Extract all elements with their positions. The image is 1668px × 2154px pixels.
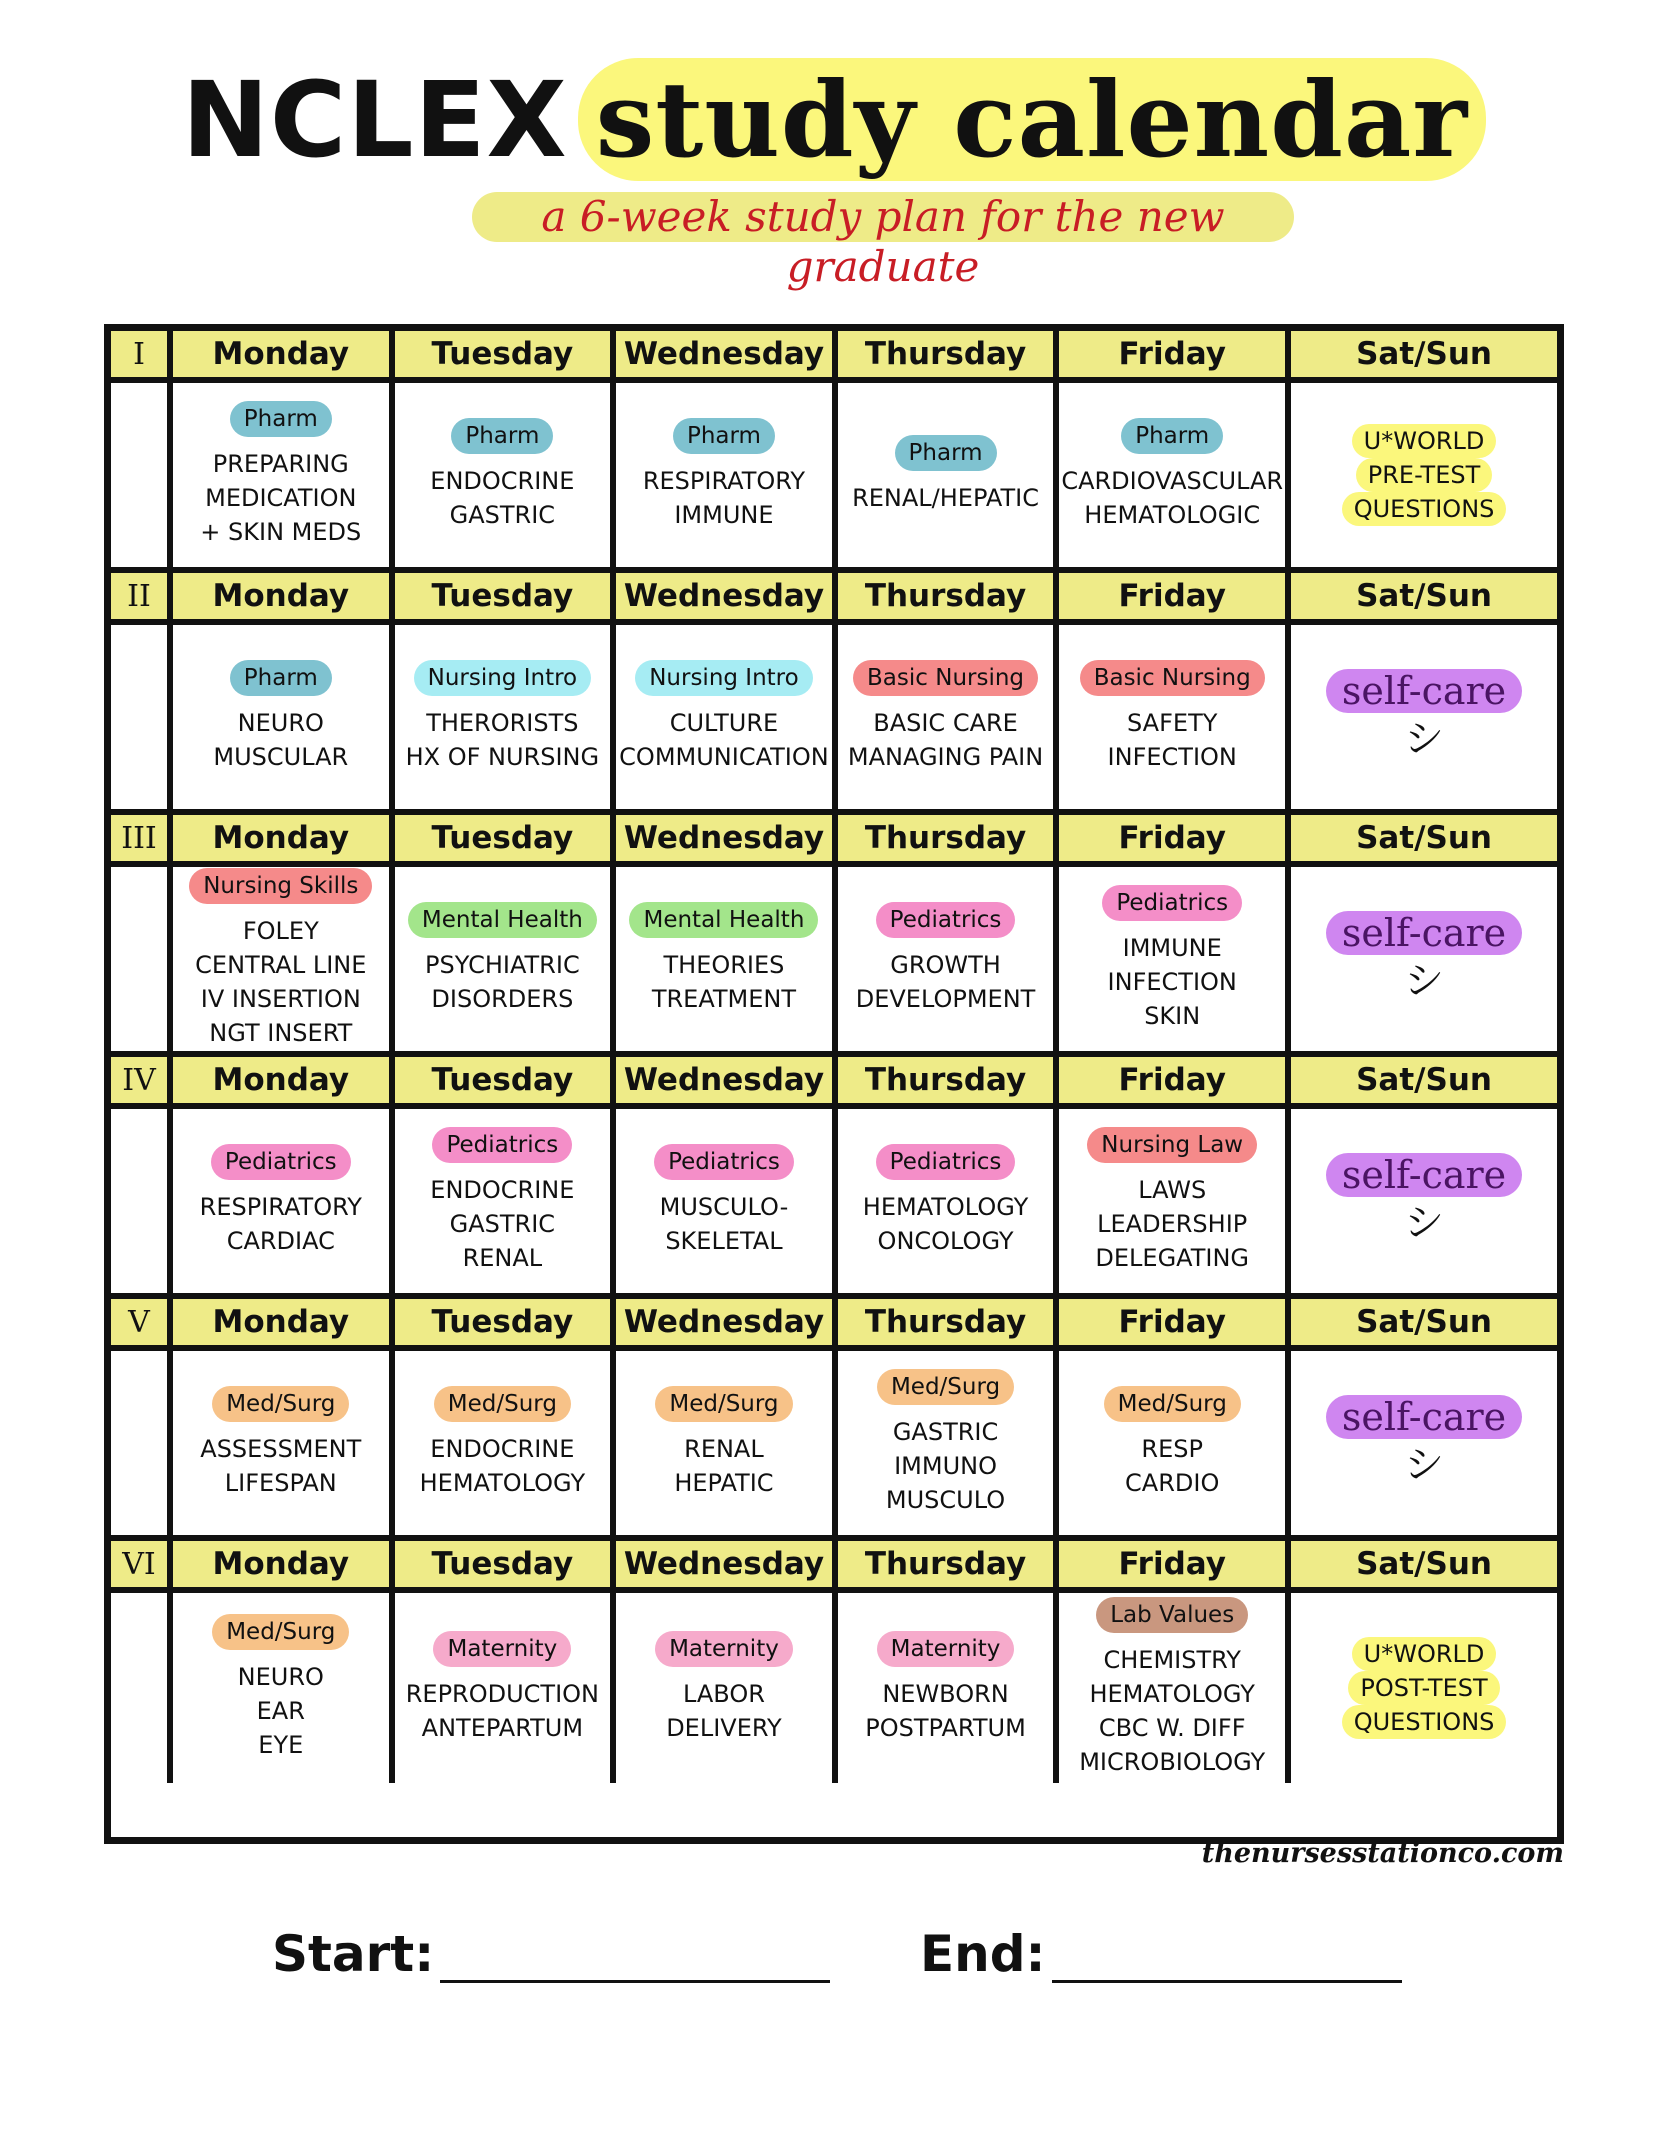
topic-list — [848, 706, 1043, 774]
topic-item: MICROBIOLOGY — [1079, 1748, 1266, 1776]
subject-tag: Pediatrics — [1102, 885, 1242, 921]
topic-item: PREPARING — [212, 450, 349, 478]
subject-tag: Maternity — [433, 1631, 571, 1667]
day-header: Sat/Sun — [1291, 1299, 1557, 1351]
day-header: Monday — [173, 1057, 395, 1109]
topic-list — [852, 481, 1039, 515]
day-cell — [395, 625, 617, 815]
topic-list — [406, 706, 600, 774]
day-header: Wednesday — [616, 1057, 838, 1109]
uworld-line: POST-TEST — [1348, 1671, 1499, 1705]
uworld-questions — [1342, 1637, 1507, 1739]
topic-item: ENDOCRINE — [430, 1435, 575, 1463]
topic-item: RENAL — [462, 1244, 543, 1272]
topic-item: GASTRIC — [449, 501, 556, 529]
day-header: Wednesday — [616, 815, 838, 867]
topic-item: HEMATOLOGY — [862, 1193, 1029, 1221]
day-cell — [1059, 1109, 1291, 1299]
day-header: Friday — [1059, 1299, 1291, 1351]
topic-item: DELIVERY — [666, 1714, 782, 1742]
uworld-line: PRE-TEST — [1356, 458, 1493, 492]
topic-item: CHEMISTRY — [1103, 1646, 1241, 1674]
day-header: Sat/Sun — [1291, 331, 1557, 383]
end-field[interactable] — [920, 1925, 1402, 1983]
topic-list — [1061, 464, 1283, 532]
subject-tag: Med/Surg — [877, 1369, 1014, 1405]
topic-list — [863, 1190, 1029, 1258]
uworld-line: U*WORLD — [1352, 424, 1497, 458]
topic-item: DEVELOPMENT — [855, 985, 1036, 1013]
smile-icon: シ — [1404, 716, 1445, 762]
topic-item: IMMUNO — [894, 1452, 997, 1480]
topic-item: SKELETAL — [665, 1227, 783, 1255]
subject-tag: Maternity — [877, 1631, 1015, 1667]
topic-item: RESP — [1141, 1435, 1203, 1463]
topic-list — [886, 1415, 1005, 1517]
day-cell — [395, 1109, 617, 1299]
topic-item: LAWS — [1138, 1176, 1207, 1204]
study-calendar-grid — [104, 324, 1564, 1844]
topic-list — [1125, 1432, 1219, 1500]
day-cell — [838, 1351, 1060, 1541]
week-number: I — [111, 331, 173, 383]
weekend-cell — [1291, 1351, 1557, 1541]
smile-icon: シ — [1404, 958, 1445, 1004]
day-cell — [1059, 1351, 1291, 1541]
smile-icon: シ — [1404, 1442, 1445, 1488]
subject-tag: Nursing Law — [1087, 1127, 1257, 1163]
day-cell — [616, 383, 838, 573]
topic-item: HEMATOLOGY — [1089, 1680, 1255, 1708]
subject-tag: Basic Nursing — [1080, 660, 1265, 696]
topic-item: MEDICATION — [205, 484, 357, 512]
topic-list — [200, 447, 361, 549]
day-cell — [173, 1593, 395, 1783]
topic-item: BASIC CARE — [873, 709, 1018, 737]
topic-list — [660, 1190, 789, 1258]
topic-item: POSTPARTUM — [865, 1714, 1026, 1742]
day-cell — [838, 1109, 1060, 1299]
subject-tag: Pharm — [451, 418, 553, 454]
topic-item: HEMATOLOGY — [419, 1469, 586, 1497]
uworld-line: U*WORLD — [1352, 1637, 1497, 1671]
end-label: End: — [920, 1925, 1046, 1983]
day-header: Monday — [173, 1299, 395, 1351]
day-header: Friday — [1059, 815, 1291, 867]
day-header: Tuesday — [395, 331, 617, 383]
week-side-cell — [111, 383, 173, 573]
day-header: Wednesday — [616, 331, 838, 383]
day-cell — [616, 625, 838, 815]
topic-item: ASSESSMENT — [200, 1435, 362, 1463]
day-cell — [838, 383, 1060, 573]
topic-item: TREATMENT — [651, 985, 797, 1013]
topic-list — [666, 1677, 781, 1745]
week-side-cell — [111, 1593, 173, 1783]
topic-item: THERORISTS — [426, 709, 579, 737]
topic-item: FOLEY — [242, 917, 319, 945]
topic-item: HX OF NURSING — [405, 743, 600, 771]
day-header: Thursday — [838, 331, 1060, 383]
day-cell — [616, 867, 838, 1057]
topic-item: MUSCULO — [885, 1486, 1006, 1514]
subject-tag: Pediatrics — [432, 1127, 572, 1163]
title-highlight: study calendar — [578, 58, 1486, 181]
subject-tag: Basic Nursing — [853, 660, 1038, 696]
day-cell — [173, 383, 395, 573]
day-cell — [173, 1109, 395, 1299]
day-cell — [395, 383, 617, 573]
week-number: V — [111, 1299, 173, 1351]
start-label: Start: — [272, 1925, 435, 1983]
subject-tag: Pediatrics — [211, 1144, 351, 1180]
day-cell — [1059, 867, 1291, 1057]
day-cell — [838, 867, 1060, 1057]
subject-tag: Med/Surg — [212, 1386, 349, 1422]
topic-list — [652, 948, 796, 1016]
week-side-cell — [111, 625, 173, 815]
subject-tag: Pharm — [1121, 418, 1223, 454]
day-header: Monday — [173, 331, 395, 383]
subject-tag: Pharm — [230, 401, 332, 437]
weekend-cell — [1291, 1593, 1557, 1783]
topic-item: CBC W. DIFF — [1098, 1714, 1246, 1742]
topic-item: GASTRIC — [449, 1210, 556, 1238]
subject-tag: Med/Surg — [212, 1614, 349, 1650]
day-cell — [1059, 1593, 1291, 1783]
subject-tag: Pediatrics — [654, 1144, 794, 1180]
topic-item: IMMUNE — [1122, 934, 1222, 962]
start-blank-line[interactable] — [440, 1934, 830, 1983]
subject-tag: Pharm — [230, 660, 332, 696]
topic-item: CULTURE — [669, 709, 779, 737]
topic-list — [430, 464, 574, 532]
topic-item: GROWTH — [890, 951, 1001, 979]
topic-list — [420, 1432, 586, 1500]
topic-list — [200, 1432, 361, 1500]
start-field[interactable] — [272, 1925, 830, 1983]
self-care-label: self-care — [1326, 911, 1522, 955]
subject-tag: Pediatrics — [876, 1144, 1016, 1180]
topic-item: IMMUNE — [674, 501, 774, 529]
day-header: Thursday — [838, 573, 1060, 625]
topic-list — [1079, 1643, 1265, 1779]
topic-item: COMMUNICATION — [619, 743, 829, 771]
subtitle: a 6-week study plan for the new graduate — [472, 192, 1294, 242]
topic-item: RENAL/HEPATIC — [852, 484, 1039, 512]
subject-tag: Pharm — [895, 435, 997, 471]
week-side-cell — [111, 1109, 173, 1299]
day-header: Monday — [173, 573, 395, 625]
subject-tag: Maternity — [655, 1631, 793, 1667]
topic-item: INFECTION — [1107, 743, 1237, 771]
topic-item: MUSCULO- — [659, 1193, 789, 1221]
topic-item: MANAGING PAIN — [847, 743, 1044, 771]
day-header: Friday — [1059, 573, 1291, 625]
topic-list — [1108, 931, 1237, 1033]
smile-icon: シ — [1404, 1200, 1445, 1246]
topic-item: ONCOLOGY — [877, 1227, 1014, 1255]
subject-tag: Nursing Intro — [414, 660, 592, 696]
self-care — [1326, 669, 1522, 765]
week-number: III — [111, 815, 173, 867]
day-header: Tuesday — [395, 1541, 617, 1593]
topic-item: NEWBORN — [882, 1680, 1009, 1708]
weekend-cell — [1291, 625, 1557, 815]
topic-item: ENDOCRINE — [430, 467, 575, 495]
topic-list — [1095, 1173, 1249, 1275]
day-header: Friday — [1059, 1541, 1291, 1593]
topic-item: CENTRAL LINE — [195, 951, 367, 979]
week-number: VI — [111, 1541, 173, 1593]
topic-item: NEURO — [237, 709, 324, 737]
subject-tag: Nursing Intro — [635, 660, 813, 696]
topic-item: EAR — [256, 1697, 305, 1725]
day-header: Tuesday — [395, 573, 617, 625]
topic-item: MUSCULAR — [213, 743, 349, 771]
subject-tag: Lab Values — [1096, 1597, 1248, 1633]
topic-item: GASTRIC — [892, 1418, 999, 1446]
self-care — [1326, 1395, 1522, 1491]
website-credit: thenursesstationco.com — [1201, 1838, 1564, 1869]
subject-tag: Med/Surg — [434, 1386, 571, 1422]
day-header: Thursday — [838, 1057, 1060, 1109]
day-header: Thursday — [838, 1541, 1060, 1593]
end-blank-line[interactable] — [1052, 1934, 1402, 1983]
day-cell — [1059, 625, 1291, 815]
self-care-label: self-care — [1326, 669, 1522, 713]
topic-item: NEURO — [237, 1663, 324, 1691]
self-care — [1326, 911, 1522, 1007]
topic-item: SKIN — [1144, 1002, 1201, 1030]
day-header: Monday — [173, 1541, 395, 1593]
topic-item: LIFESPAN — [224, 1469, 337, 1497]
uworld-line: QUESTIONS — [1342, 1705, 1507, 1739]
topic-list — [406, 1677, 599, 1745]
day-header: Tuesday — [395, 815, 617, 867]
self-care — [1326, 1153, 1522, 1249]
week-number: II — [111, 573, 173, 625]
topic-item: NGT INSERT — [209, 1019, 353, 1047]
day-cell — [173, 1351, 395, 1541]
weekend-cell — [1291, 867, 1557, 1057]
self-care-label: self-care — [1326, 1395, 1522, 1439]
week-side-cell — [111, 1351, 173, 1541]
page-title — [0, 60, 1668, 180]
day-cell — [616, 1351, 838, 1541]
topic-item: + SKIN MEDS — [200, 518, 362, 546]
topic-list — [195, 914, 366, 1050]
day-cell — [616, 1109, 838, 1299]
day-header: Friday — [1059, 1057, 1291, 1109]
topic-item: HEPATIC — [674, 1469, 774, 1497]
topic-item: EYE — [258, 1731, 304, 1759]
day-cell — [616, 1593, 838, 1783]
topic-item: THEORIES — [663, 951, 785, 979]
topic-item: RESPIRATORY — [199, 1193, 362, 1221]
day-header: Tuesday — [395, 1299, 617, 1351]
week-side-cell — [111, 867, 173, 1057]
day-cell — [395, 1593, 617, 1783]
day-header: Sat/Sun — [1291, 573, 1557, 625]
topic-list — [238, 1660, 324, 1762]
topic-item: ENDOCRINE — [430, 1176, 575, 1204]
subject-tag: Mental Health — [408, 902, 597, 938]
topic-list — [674, 1432, 773, 1500]
topic-list — [213, 706, 348, 774]
topic-list — [430, 1173, 574, 1275]
topic-item: CARDIOVASCULAR — [1061, 467, 1284, 495]
day-cell — [395, 1351, 617, 1541]
day-header: Tuesday — [395, 1057, 617, 1109]
topic-list — [425, 948, 580, 1016]
topic-item: ANTEPARTUM — [421, 1714, 584, 1742]
day-header: Thursday — [838, 1299, 1060, 1351]
day-header: Sat/Sun — [1291, 1057, 1557, 1109]
day-header: Thursday — [838, 815, 1060, 867]
topic-list — [856, 948, 1036, 1016]
day-cell — [838, 625, 1060, 815]
subject-tag: Mental Health — [629, 902, 818, 938]
day-cell — [395, 867, 617, 1057]
weekend-cell — [1291, 1109, 1557, 1299]
day-cell — [1059, 383, 1291, 573]
day-header: Sat/Sun — [1291, 1541, 1557, 1593]
day-header: Monday — [173, 815, 395, 867]
topic-item: PSYCHIATRIC — [425, 951, 580, 979]
topic-item: INFECTION — [1107, 968, 1237, 996]
self-care-label: self-care — [1326, 1153, 1522, 1197]
day-cell — [173, 867, 395, 1057]
subject-tag: Nursing Skills — [189, 868, 372, 904]
topic-item: LEADERSHIP — [1097, 1210, 1248, 1238]
day-cell — [838, 1593, 1060, 1783]
topic-item: LABOR — [682, 1680, 765, 1708]
topic-item: REPRODUCTION — [405, 1680, 599, 1708]
topic-item: HEMATOLOGIC — [1084, 501, 1261, 529]
weekend-cell — [1291, 383, 1557, 573]
topic-item: SAFETY — [1127, 709, 1218, 737]
week-number: IV — [111, 1057, 173, 1109]
day-header: Wednesday — [616, 1541, 838, 1593]
topic-item: RESPIRATORY — [642, 467, 806, 495]
topic-list — [643, 464, 805, 532]
subject-tag: Pediatrics — [876, 902, 1016, 938]
day-header: Wednesday — [616, 573, 838, 625]
day-header: Sat/Sun — [1291, 815, 1557, 867]
topic-list — [200, 1190, 362, 1258]
topic-item: CARDIAC — [226, 1227, 335, 1255]
day-cell — [173, 625, 395, 815]
topic-list — [619, 706, 829, 774]
day-header: Friday — [1059, 331, 1291, 383]
topic-list — [865, 1677, 1025, 1745]
subject-tag: Med/Surg — [655, 1386, 792, 1422]
subject-tag: Med/Surg — [1104, 1386, 1241, 1422]
uworld-line: QUESTIONS — [1342, 492, 1507, 526]
title-nclex: NCLEX — [181, 59, 568, 181]
topic-item: RENAL — [684, 1435, 764, 1463]
topic-item: IV INSERTION — [200, 985, 361, 1013]
subject-tag: Pharm — [673, 418, 775, 454]
uworld-questions — [1342, 424, 1507, 526]
topic-item: DISORDERS — [431, 985, 574, 1013]
topic-item: DELEGATING — [1095, 1244, 1250, 1272]
day-header: Wednesday — [616, 1299, 838, 1351]
topic-list — [1108, 706, 1237, 774]
topic-item: CARDIO — [1125, 1469, 1220, 1497]
